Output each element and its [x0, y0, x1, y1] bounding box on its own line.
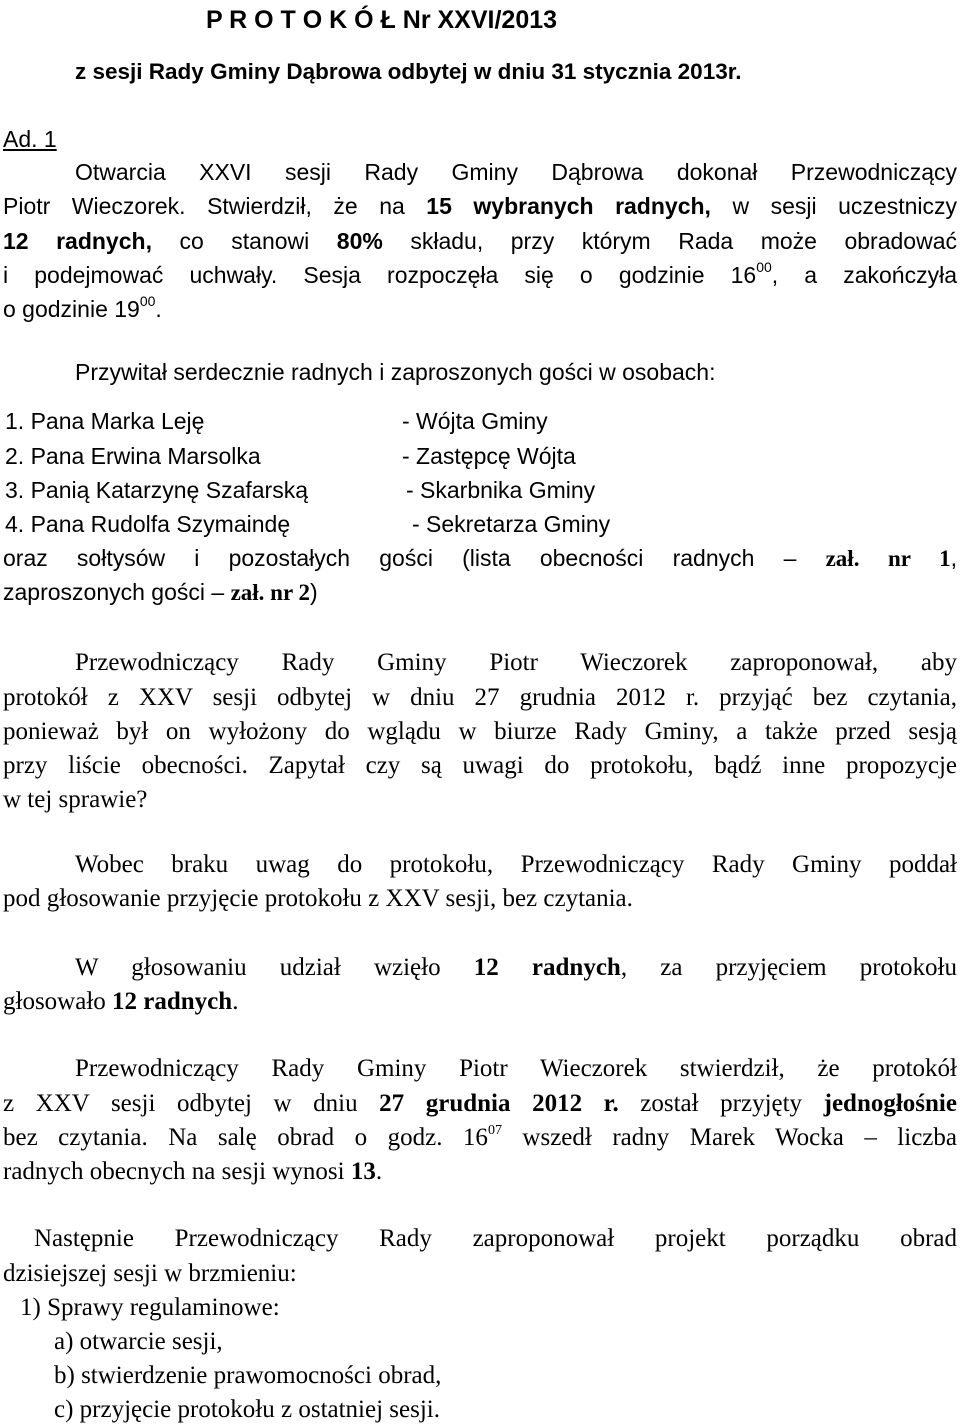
guest-name: 1. Pana Marka Leję	[5, 408, 205, 434]
page-title: P R O T O K Ó Ł Nr XXVI/2013	[206, 6, 558, 34]
paragraph-line: Przewodniczący Rady Gminy Piotr Wieczorek zaproponował, aby	[75, 649, 957, 676]
paragraph-line: Piotr Wieczorek. Stwierdził, że na 15 wybranych radnych, w sesji uczestniczy	[3, 193, 957, 219]
guest-name: 3. Panią Katarzynę Szafarską	[5, 477, 308, 503]
paragraph-line: pod głosowanie przyjęcie protokołu z XXV sesji, bez czytania.	[3, 885, 633, 912]
paragraph-line: zaproszonych gości – zał. nr 2)	[3, 579, 318, 605]
agenda-subitem: b) stwierdzenie prawomocności obrad,	[54, 1362, 442, 1389]
paragraph-line: 12 radnych, co stanowi 80% składu, przy którym Rada może obradować	[3, 228, 957, 254]
agenda-subitem: a) otwarcie sesji,	[54, 1328, 223, 1355]
paragraph-line: W głosowaniu udział wzięło 12 radnych, za przyjęciem protokołu	[75, 954, 957, 981]
agenda-item: 1) Sprawy regulaminowe:	[20, 1294, 280, 1321]
welcome-text: Przywitał serdecznie radnych i zaproszonych gości w osobach:	[75, 359, 716, 385]
guest-role: - Zastępcę Wójta	[402, 443, 576, 469]
paragraph-line: dzisiejszej sesji w brzmieniu:	[3, 1260, 297, 1287]
paragraph-line: o godzinie $19^{00}$.	[3, 293, 162, 322]
paragraph-line: Otwarcia XXVI sesji Rady Gminy Dąbrowa dokonał Przewodniczący	[75, 159, 957, 185]
page-subtitle: z sesji Rady Gminy Dąbrowa odbytej w dniu 31 stycznia 2013r.	[75, 59, 742, 84]
paragraph-line: z XXV sesji odbytej w dniu 27 grudnia 2012 r. został przyjęty jednogłośnie	[3, 1090, 957, 1117]
guest-role: - Skarbnika Gminy	[406, 477, 596, 503]
guest-role: - Wójta Gminy	[402, 408, 548, 434]
guest-name: 2. Pana Erwina Marsolka	[5, 443, 261, 469]
paragraph-line: i podejmować uchwały. Sesja rozpoczęła się o godzinie $16^{00}$, a zakończyła	[3, 259, 957, 288]
agenda-subitem: c) przyjęcie protokołu z ostatniej sesji.	[54, 1396, 440, 1423]
paragraph-line: w tej sprawie?	[3, 786, 148, 813]
guest-name: 4. Pana Rudolfa Szymaindę	[5, 511, 291, 537]
guest-role: - Sekretarza Gminy	[412, 511, 611, 537]
paragraph-line: przy liście obecności. Zapytał czy są uwagi do protokołu, bądź inne propozycje	[3, 752, 957, 779]
paragraph-line: protokół z XXV sesji odbytej w dniu 27 grudnia 2012 r. przyjąć bez czytania,	[3, 684, 957, 711]
paragraph-line: głosowało 12 radnych.	[3, 988, 239, 1015]
paragraph-line: oraz sołtysów i pozostałych gości (lista obecności radnych – zał. nr 1,	[3, 545, 958, 571]
section-heading-ad1: Ad. 1	[3, 126, 57, 152]
paragraph-line: bez czytania. Na salę obrad o godz. $16^{07}$ wszedł radny Marek Wocka – liczba	[3, 1123, 957, 1151]
paragraph-line: ponieważ był on wyłożony do wglądu w biurze Rady Gminy, a także przed sesją	[3, 718, 957, 745]
paragraph-line: Wobec braku uwag do protokołu, Przewodniczący Rady Gminy poddał	[75, 851, 957, 878]
paragraph-line: Następnie Przewodniczący Rady zaproponował projekt porządku obrad	[34, 1225, 957, 1252]
paragraph-line: Przewodniczący Rady Gminy Piotr Wieczorek stwierdził, że protokół	[75, 1055, 957, 1082]
paragraph-line: radnych obecnych na sesji wynosi 13.	[3, 1158, 383, 1185]
